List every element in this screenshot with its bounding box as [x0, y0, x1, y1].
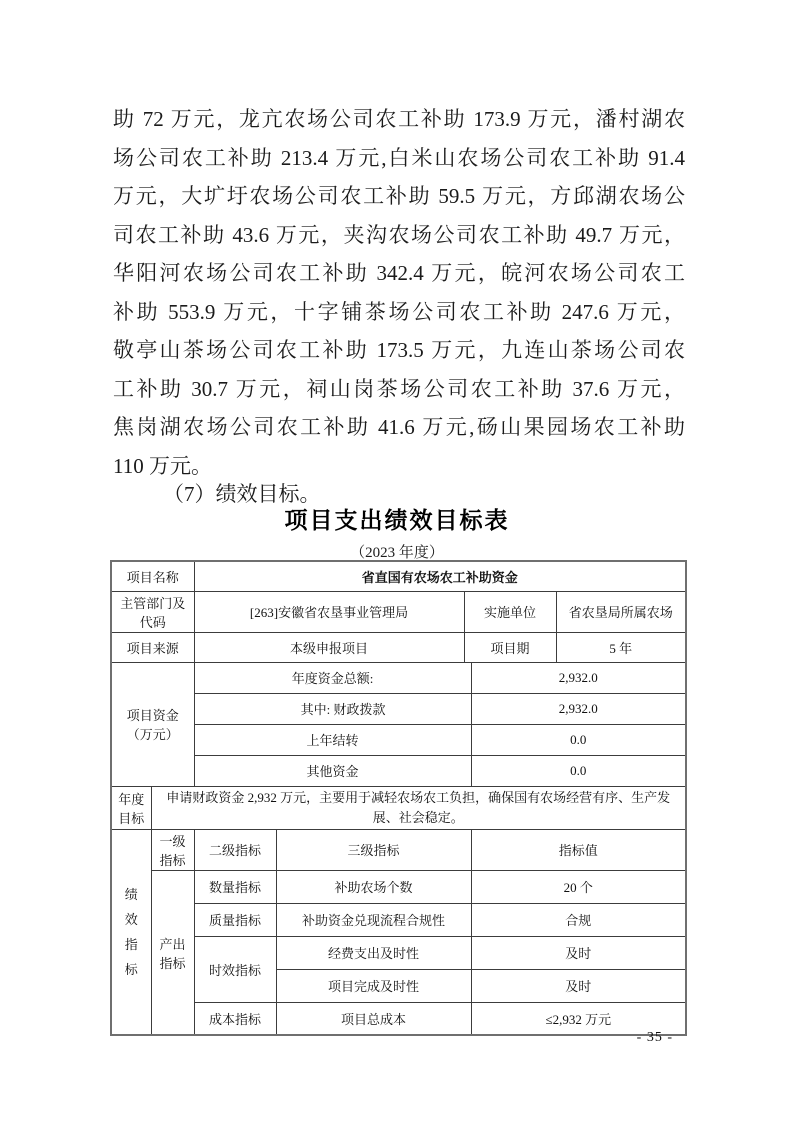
period-value: 5 年	[556, 632, 686, 662]
funding-label: 项目资金（万元）	[111, 662, 194, 786]
funding-carryover-value: 0.0	[471, 724, 686, 755]
paragraph-line: 110 万元。	[113, 453, 212, 478]
row-funding-other	[111, 755, 686, 786]
row-funding-fiscal	[111, 693, 686, 724]
paragraph-line: 万元，大圹圩农场公司农工补助 59.5 万元，方邱湖农场公	[113, 184, 685, 208]
row-indicator-time1	[111, 936, 686, 969]
time-level2: 时效指标	[194, 936, 276, 1002]
department-value: [263]安徽省农垦事业管理局	[194, 591, 464, 632]
output-indicator-label: 产出指标	[151, 870, 194, 1035]
paragraph-line: 华阳河农场公司农工补助 342.4 万元，皖河农场公司农工	[113, 261, 685, 285]
quality-level2: 质量指标	[194, 903, 276, 936]
cost-level3: 项目总成本	[276, 1002, 471, 1035]
paragraph-line: 工补助 30.7 万元，祠山岗茶场公司农工补助 37.6 万元，	[113, 376, 685, 401]
funding-total-value: 2,932.0	[471, 662, 686, 693]
project-name-label: 项目名称	[111, 561, 194, 591]
time1-level3: 经费支出及时性	[276, 936, 471, 969]
section-heading: （7）绩效目标。	[163, 482, 321, 506]
time2-value: 及时	[471, 969, 686, 1002]
annual-goal-text: 申请财政资金 2,932 万元，主要用于减轻农场农工负担，确保国有农场经营有序、生产发展、社会稳定。	[151, 786, 686, 829]
funding-other-label: 其他资金	[194, 755, 471, 786]
row-indicator-quality	[111, 903, 686, 936]
paragraph-line: 补助 553.9 万元，十字铺茶场公司农工补助 247.6 万元，	[113, 299, 685, 324]
row-annual-goal	[111, 786, 686, 829]
funding-fiscal-label: 其中: 财政拨款	[194, 693, 471, 724]
paragraph-line: 焦岗湖农场公司农工补助 41.6 万元,砀山果园场农工补助	[113, 415, 685, 439]
row-indicator-cost	[111, 1002, 686, 1035]
indicator-section-label	[111, 829, 151, 1035]
quantity-level3: 补助农场个数	[276, 870, 471, 903]
row-indicator-header	[111, 829, 686, 870]
indicator-header-level1: 一级指标	[151, 829, 194, 870]
body-paragraph	[113, 100, 685, 518]
funding-other-value: 0.0	[471, 755, 686, 786]
funding-fiscal-value: 2,932.0	[471, 693, 686, 724]
paragraph-line: 敬亭山茶场公司农工补助 173.5 万元，九连山茶场公司农	[113, 338, 685, 362]
row-funding-total	[111, 662, 686, 693]
quality-value: 合规	[471, 903, 686, 936]
funding-carryover-label: 上年结转	[194, 724, 471, 755]
quantity-level2: 数量指标	[194, 870, 276, 903]
cost-value: ≤2,932 万元	[471, 1002, 686, 1035]
source-label: 项目来源	[111, 632, 194, 662]
project-name-value: 省直国有农场农工补助资金	[194, 561, 686, 591]
row-source	[111, 632, 686, 662]
row-department	[111, 591, 686, 632]
impl-unit-label: 实施单位	[464, 591, 556, 632]
paragraph-line: 司农工补助 43.6 万元，夹沟农场公司农工补助 49.7 万元，	[113, 222, 685, 247]
indicator-header-level3: 三级指标	[276, 829, 471, 870]
annual-goal-label: 年度目标	[111, 786, 151, 829]
indicator-section-label-text: 绩效指标	[124, 887, 138, 978]
table-subtitle: （2023 年度）	[350, 545, 444, 561]
impl-unit-value: 省农垦局所属农场	[556, 591, 686, 632]
indicator-header-level2: 二级指标	[194, 829, 276, 870]
table-title: 项目支出绩效目标表	[284, 507, 510, 533]
quality-level3: 补助资金兑现流程合规性	[276, 903, 471, 936]
quantity-value: 20 个	[471, 870, 686, 903]
department-label: 主管部门及代码	[111, 591, 194, 632]
period-label: 项目期	[464, 632, 556, 662]
paragraph-line: 助 72 万元，龙亢农场公司农工补助 173.9 万元，潘村湖农	[113, 107, 685, 131]
source-value: 本级申报项目	[194, 632, 464, 662]
row-funding-carryover	[111, 724, 686, 755]
paragraph-line: 场公司农工补助 213.4 万元,白米山农场公司农工补助 91.4	[113, 145, 685, 170]
page-number: - 35 -	[636, 1030, 673, 1045]
performance-target-table	[110, 560, 687, 1036]
row-indicator-quantity	[111, 870, 686, 903]
time1-value: 及时	[471, 936, 686, 969]
funding-total-label: 年度资金总额:	[194, 662, 471, 693]
row-project-name	[111, 561, 686, 591]
cost-level2: 成本指标	[194, 1002, 276, 1035]
time2-level3: 项目完成及时性	[276, 969, 471, 1002]
indicator-header-value: 指标值	[471, 829, 686, 870]
